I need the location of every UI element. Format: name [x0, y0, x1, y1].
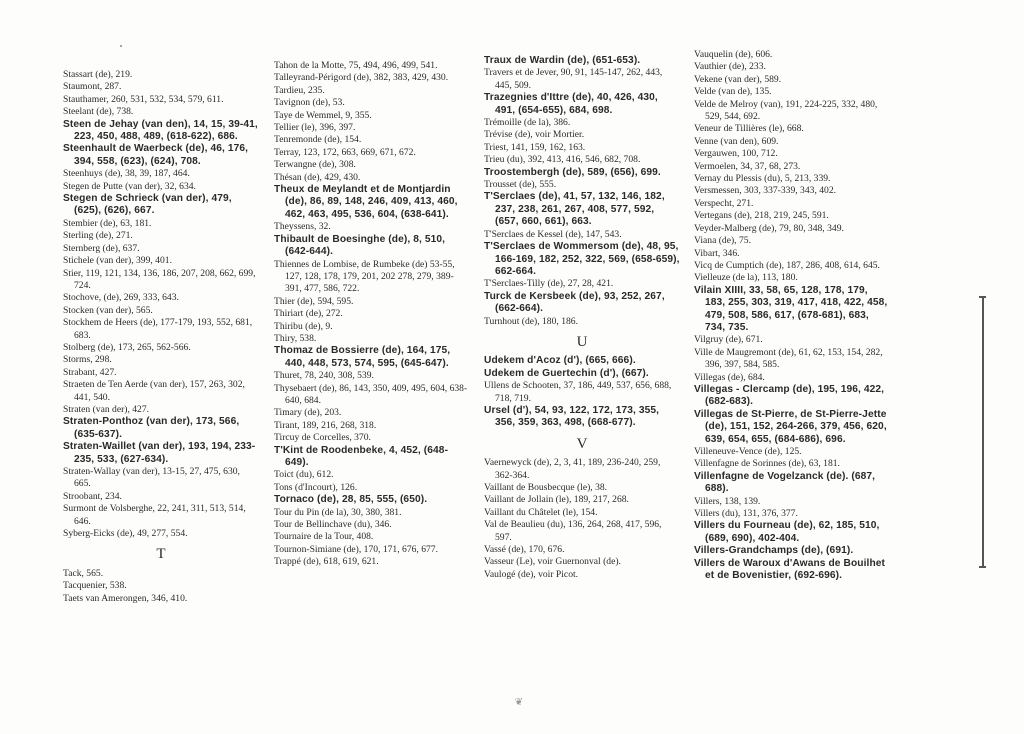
index-entry: T'Serclaes de Kessel (de), 147, 543. [484, 228, 622, 240]
index-entry: Vilgruy (de), 671. [694, 334, 763, 346]
binding-edge-tick [979, 296, 986, 298]
index-entry: Vibart, 346. [694, 247, 740, 259]
index-entry: Thibault de Boesinghe (de), 8, 510, (642-644). [274, 233, 446, 258]
index-entry: Surmont de Volsberghe, 22, 241, 311, 513, 514, 646. [63, 503, 246, 527]
index-entry: Thésan (de), 429, 430. [274, 171, 361, 183]
index-entry: Troostembergh (de), 589, (656), 699. [484, 166, 661, 178]
index-entry: Stochove, (de), 269, 333, 643. [63, 292, 179, 304]
index-entry: Talleyrand-Périgord (de), 382, 383, 429, 430. [274, 72, 449, 84]
index-entry: Villers (du), 131, 376, 377. [694, 508, 798, 520]
index-entry: T'Serclaes (de), 41, 57, 132, 146, 182, 237, 238, 261, 267, 408, 577, 592, (657, 660, 661), 663. [484, 191, 665, 228]
index-entry: Thiribu (de), 9. [274, 320, 333, 332]
index-entry: Vaulogé (de), voir Picot. [484, 568, 579, 580]
index-entry: Vielleuze (de la), 113, 180. [694, 272, 798, 284]
index-entry: Turck de Kersbeek (de), 93, 252, 267, (662-664). [484, 290, 665, 315]
index-entry: Taets van Amerongen, 346, 410. [63, 592, 188, 604]
index-entry: Thomaz de Bossierre (de), 164, 175, 440, 448, 573, 574, 595, (645-647). [274, 345, 451, 369]
index-entry: Trévise (de), voir Mortier. [484, 129, 585, 141]
index-entry: Turnhout (de), 180, 186. [484, 315, 578, 327]
index-entry: Tack, 565. [63, 567, 104, 579]
index-entry: Vilain XIIII, 33, 58, 65, 128, 178, 179, 183, 255, 303, 319, 417, 418, 422, 458, 479, 508, 586, 617, (678-681), 683, 734, 735. [694, 284, 888, 333]
index-entry: Steenhuys (de), 38, 39, 187, 464. [63, 168, 190, 180]
index-entry: Taye de Wemmel, 9, 355. [274, 109, 372, 121]
index-entry: Straten-Waillet (van der), 193, 194, 233-235, 533, (627-634). [63, 441, 256, 465]
index-entry: Vauquelin (de), 606. [694, 49, 773, 60]
index-entry: Versmessen, 303, 337-339, 343, 402. [694, 185, 837, 197]
index-entry: Stockhem de Heers (de), 177-179, 193, 552, 681, 683. [63, 317, 253, 341]
index-entry: Vasseur (Le), voir Guernonval (de). [484, 556, 621, 568]
index-entry: Velde de Melroy (van), 191, 224-225, 332, 480, 529, 544, 692. [694, 98, 878, 123]
index-entry: Val de Beaulieu (du), 136, 264, 268, 417, 596, 597. [484, 519, 662, 543]
index-entry: Thiennes de Lombise, de Rumbeke (de) 53-55, 127, 128, 178, 179, 201, 202 278, 279, 389-391, 477, 586, 722. [274, 258, 455, 295]
index-entry: Straten-Ponthoz (van der), 173, 566, (635-637). [63, 416, 240, 440]
index-entry: Travers et de Jever, 90, 91, 145-147, 262, 443, 445, 509. [484, 67, 663, 91]
index-entry: Udekem de Guertechin (d'), (667). [484, 367, 649, 379]
index-entry: Vaernewyck (de), 2, 3, 41, 189, 236-240, 259, 362-364. [484, 457, 661, 481]
index-entry: Trappé (de), 618, 619, 621. [274, 556, 379, 568]
index-entry: Thiry, 538. [274, 332, 317, 344]
index-entry: Ville de Maugremont (de), 61, 62, 153, 154, 282, 396, 397, 584, 585. [694, 346, 883, 371]
index-entry: Stroobant, 234. [63, 490, 122, 502]
index-entry: Steenhault de Waerbeck (de), 46, 176, 394, 558, (623), (624), 708. [63, 143, 249, 167]
index-entry: T'Serclaes-Tilly (de), 27, 28, 421. [484, 278, 614, 290]
index-entry: Tenremonde (de), 154. [274, 134, 362, 146]
index-entry: Stocken (van der), 565. [63, 304, 153, 316]
index-entry: Stier, 119, 121, 134, 136, 186, 207, 208, 662, 699, 724. [63, 267, 256, 291]
index-column-4 [694, 49, 890, 582]
index-entry: Theux de Meylandt et de Montjardin (de), 86, 89, 148, 246, 409, 413, 460, 462, 463, 495, 536, 604, (638-641). [274, 184, 458, 220]
index-entry: Stegen de Putte (van der), 32, 634. [63, 180, 196, 192]
index-entry: Villegas - Clercamp (de), 195, 196, 422, (682-683). [694, 383, 885, 408]
index-entry: Villegas (de), 684. [694, 371, 765, 383]
index-entry: Thier (de), 594, 595. [274, 295, 354, 307]
index-entry: Udekem d'Acoz (d'), (665, 666). [484, 355, 636, 367]
index-entry: Vauthier (de), 233. [694, 61, 766, 73]
index-entry: Stichele (van der), 399, 401. [63, 255, 172, 267]
index-entry: Vermoelen, 34, 37, 68, 273. [694, 160, 801, 172]
index-entry: Ullens de Schooten, 37, 186, 449, 537, 656, 688, 718, 719. [484, 380, 672, 404]
index-entry: Veneur de Tillières (le), 668. [694, 123, 804, 135]
index-entry: Straeten de Ten Aerde (van der), 157, 263, 302, 441, 540. [63, 379, 245, 403]
index-entry: Villers de Waroux d'Awans de Bouilhet et de Bovenistier, (692-696). [694, 557, 886, 582]
index-entry: Villers-Grandchamps (de), (691). [694, 545, 854, 557]
index-entry: Tahon de la Motte, 75, 494, 496, 499, 541. [274, 60, 438, 71]
index-entry: Trémoille (de la), 386. [484, 117, 571, 129]
index-entry: Villenfagne de Vogelzanck (de). (687, 688). [694, 470, 876, 495]
page-speck [120, 45, 122, 47]
index-entry: Tellier (le), 396, 397. [274, 122, 356, 134]
footer-ornament: ❦ [514, 697, 524, 708]
index-entry: Tircuy de Corcelles, 370. [274, 432, 371, 444]
section-letter: T [156, 546, 166, 563]
index-entry: Villegas de St-Pierre, de St-Pierre-Jette (de), 151, 152, 264-266, 379, 456, 620, 639, 654, 655, (684-686), 696. [694, 408, 887, 445]
index-entry: Vertegans (de), 218, 219, 245, 591. [694, 210, 829, 222]
index-entry: Thuret, 78, 240, 308, 539. [274, 370, 374, 382]
index-entry: Strabant, 427. [63, 366, 117, 378]
index-entry: Vekene (van der), 589. [694, 73, 782, 85]
index-entry: Toict (du), 612. [274, 469, 334, 481]
index-entry: Tardieu, 235. [274, 84, 325, 96]
index-entry: Terwangne (de), 308. [274, 159, 356, 171]
index-entry: Villers du Fourneau (de), 62, 185, 510, (689, 690), 402-404. [694, 520, 880, 544]
index-entry: Sternberg (de), 637. [63, 242, 140, 254]
index-entry: Vaillant de Jollain (le), 189, 217, 268. [484, 494, 629, 506]
index-entry: Tornaco (de), 28, 85, 555, (650). [274, 494, 428, 506]
index-entry: Tournaire de la Tour, 408. [274, 531, 374, 543]
index-entry: Tons (d'Incourt), 126. [274, 481, 358, 493]
index-entry: Stolberg (de), 173, 265, 562-566. [63, 341, 191, 353]
index-entry: Steelant (de), 738. [63, 106, 134, 118]
index-column-3 [484, 55, 680, 581]
index-entry: Ursel (d'), 54, 93, 122, 172, 173, 355, 356, 359, 363, 498, (668-677). [484, 404, 660, 429]
index-entry: Venne (van den), 609. [694, 135, 779, 147]
index-entry: T'Kint de Roodenbeke, 4, 452, (648-649). [274, 444, 449, 468]
index-entry: Traux de Wardin (de), (651-653). [484, 55, 641, 66]
index-entry: Stassart (de), 219. [63, 69, 133, 80]
index-entry: Vernay du Plessis (du), 5, 213, 339. [694, 173, 831, 185]
index-entry: Trousset (de), 555. [484, 179, 557, 191]
index-entry: Vassé (de), 170, 676. [484, 544, 565, 556]
index-entry: Tour du Pin (de la), 30, 380, 381. [274, 506, 402, 518]
index-entry: Vaillant de Bousbecque (le), 38. [484, 482, 608, 493]
index-entry: Triest, 141, 159, 162, 163. [484, 141, 586, 153]
index-entry: Steen de Jehay (van den), 14, 15, 39-41, 223, 450, 488, 489, (618-622), 686. [63, 118, 258, 143]
index-entry: Villers, 138, 139. [694, 495, 761, 507]
index-column-1 [63, 69, 259, 605]
index-entry: Straten (van der), 427. [63, 403, 150, 415]
index-entry: Straten-Wallay (van der), 13-15, 27, 475, 630, 665. [63, 466, 240, 490]
index-entry: Viana (de), 75. [694, 235, 751, 247]
index-entry: Tirant, 189, 216, 268, 318. [274, 419, 377, 431]
index-entry: Trieu (du), 392, 413, 416, 546, 682, 708. [484, 154, 641, 166]
index-column-2 [274, 60, 470, 569]
binding-edge-tick [979, 566, 986, 568]
index-entry: Veyder-Malberg (de), 79, 80, 348, 349. [694, 222, 844, 234]
index-entry: Syberg-Eicks (de), 49, 277, 554. [63, 528, 188, 540]
index-entry: Vergauwen, 100, 712. [694, 148, 778, 160]
index-entry: Thysebaert (de), 86, 143, 350, 409, 495, 604, 638-640, 684. [274, 382, 468, 406]
index-entry: Terray, 123, 172, 663, 669, 671, 672. [274, 146, 416, 158]
index-entry: Tacquenier, 538. [63, 580, 127, 592]
index-entry: Tournon-Simiane (de), 170, 171, 676, 677. [274, 543, 438, 555]
index-entry: Verspecht, 271. [694, 197, 754, 209]
index-entry: Thiriart (de), 272. [274, 308, 343, 320]
index-entry: Vicq de Cumptich (de), 187, 286, 408, 614, 645. [694, 259, 880, 271]
index-entry: Velde (van de), 135. [694, 86, 772, 98]
index-entry: Villenfagne de Sorinnes (de), 63, 181. [694, 458, 840, 470]
index-entry: T'Serclaes de Wommersom (de), 48, 95, 166-169, 182, 252, 322, 569, (658-659), 662-664. [484, 241, 680, 277]
section-letter: V [576, 435, 588, 452]
index-entry: Stembier (de), 63, 181. [63, 217, 152, 229]
index-entry: Vaillant du Châtelet (le), 154. [484, 506, 598, 518]
index-entry: Tour de Bellinchave (du), 346. [274, 519, 392, 531]
index-entry: Timary (de), 203. [274, 407, 342, 419]
index-entry: Storms, 298. [63, 354, 112, 366]
index-entry: Stegen de Schrieck (van der), 479, (625), (626), 667. [63, 193, 232, 217]
index-entry: Sterling (de), 271. [63, 230, 133, 242]
binding-edge-rule [982, 296, 984, 568]
index-entry: Tavignon (de), 53. [274, 97, 345, 109]
index-entry: Staumont, 287. [63, 81, 122, 93]
index-entry: Villeneuve-Vence (de), 125. [694, 446, 802, 457]
section-letter: U [576, 333, 588, 350]
index-entry: Stauthamer, 260, 531, 532, 534, 579, 611. [63, 93, 224, 105]
index-entry: Theyssens, 32. [274, 221, 331, 233]
index-entry: Trazegnies d'Ittre (de), 40, 426, 430, 491, (654-655), 684, 698. [484, 92, 658, 116]
